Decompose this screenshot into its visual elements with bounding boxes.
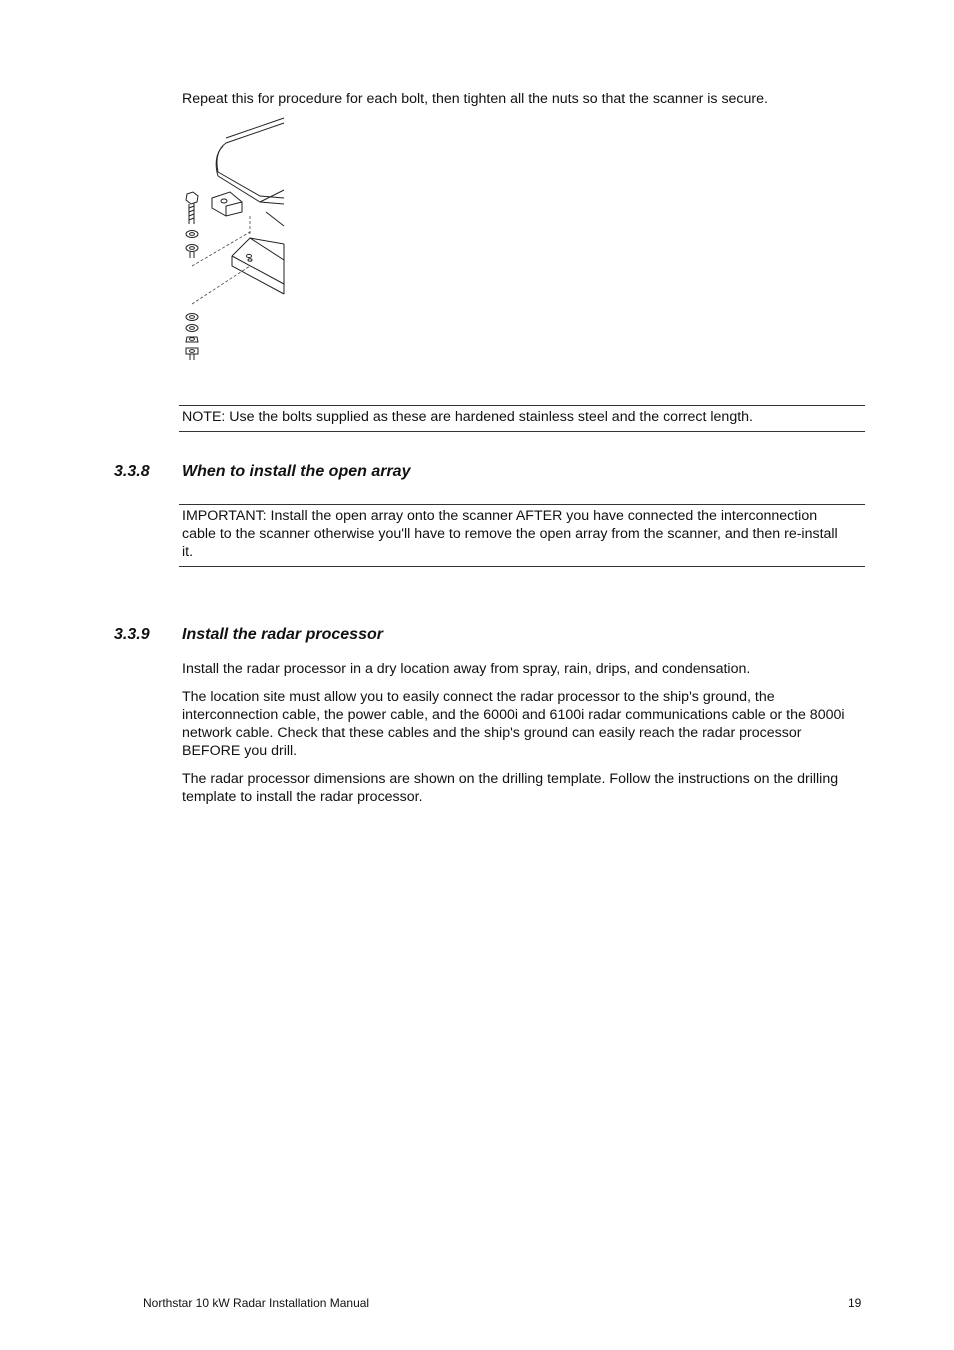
bolt-mounting-illustration (180, 116, 286, 364)
intro-paragraph: Repeat this for procedure for each bolt, then tighten all the nuts so that the scanner is secure. (182, 91, 768, 107)
footer-manual-title: Northstar 10 kW Radar Installation Manual (143, 1296, 370, 1310)
section-3-3-9-title: Install the radar processor (182, 626, 383, 643)
note-text: NOTE: Use the bolts supplied as these are hardened stainless steel and the correct length. (182, 409, 753, 425)
section-3-3-8-title: When to install the open array (182, 463, 411, 480)
footer-page-number: 19 (848, 1296, 862, 1310)
processor-paragraph-3: The radar processor dimensions are shown on the drilling template. Follow the instructions on the drilling template to install the radar processor. (182, 771, 839, 805)
processor-paragraph-1: Install the radar processor in a dry location away from spray, rain, drips, and condensation. (182, 661, 751, 677)
important-top-rule (179, 504, 865, 505)
section-3-3-9-number: 3.3.9 (114, 626, 150, 643)
note-bottom-rule (179, 431, 865, 432)
processor-paragraph-2: The location site must allow you to easily connect the radar processor to the ship's ground, the interconnection cable, the power cable, and the 6000i and 6100i radar communications cable or the 8000i network cable. Check that these cables and the ship's ground can easily reach the radar processor BEFORE you drill. (182, 689, 845, 759)
important-bottom-rule (179, 566, 865, 567)
important-text: IMPORTANT: Install the open array onto the scanner AFTER you have connected the interconnection cable to the scanner otherwise you'll have to remove the open array from the scanner, and then re-install it. (182, 508, 838, 560)
note-top-rule (179, 405, 865, 406)
section-3-3-8-number: 3.3.8 (114, 463, 150, 480)
